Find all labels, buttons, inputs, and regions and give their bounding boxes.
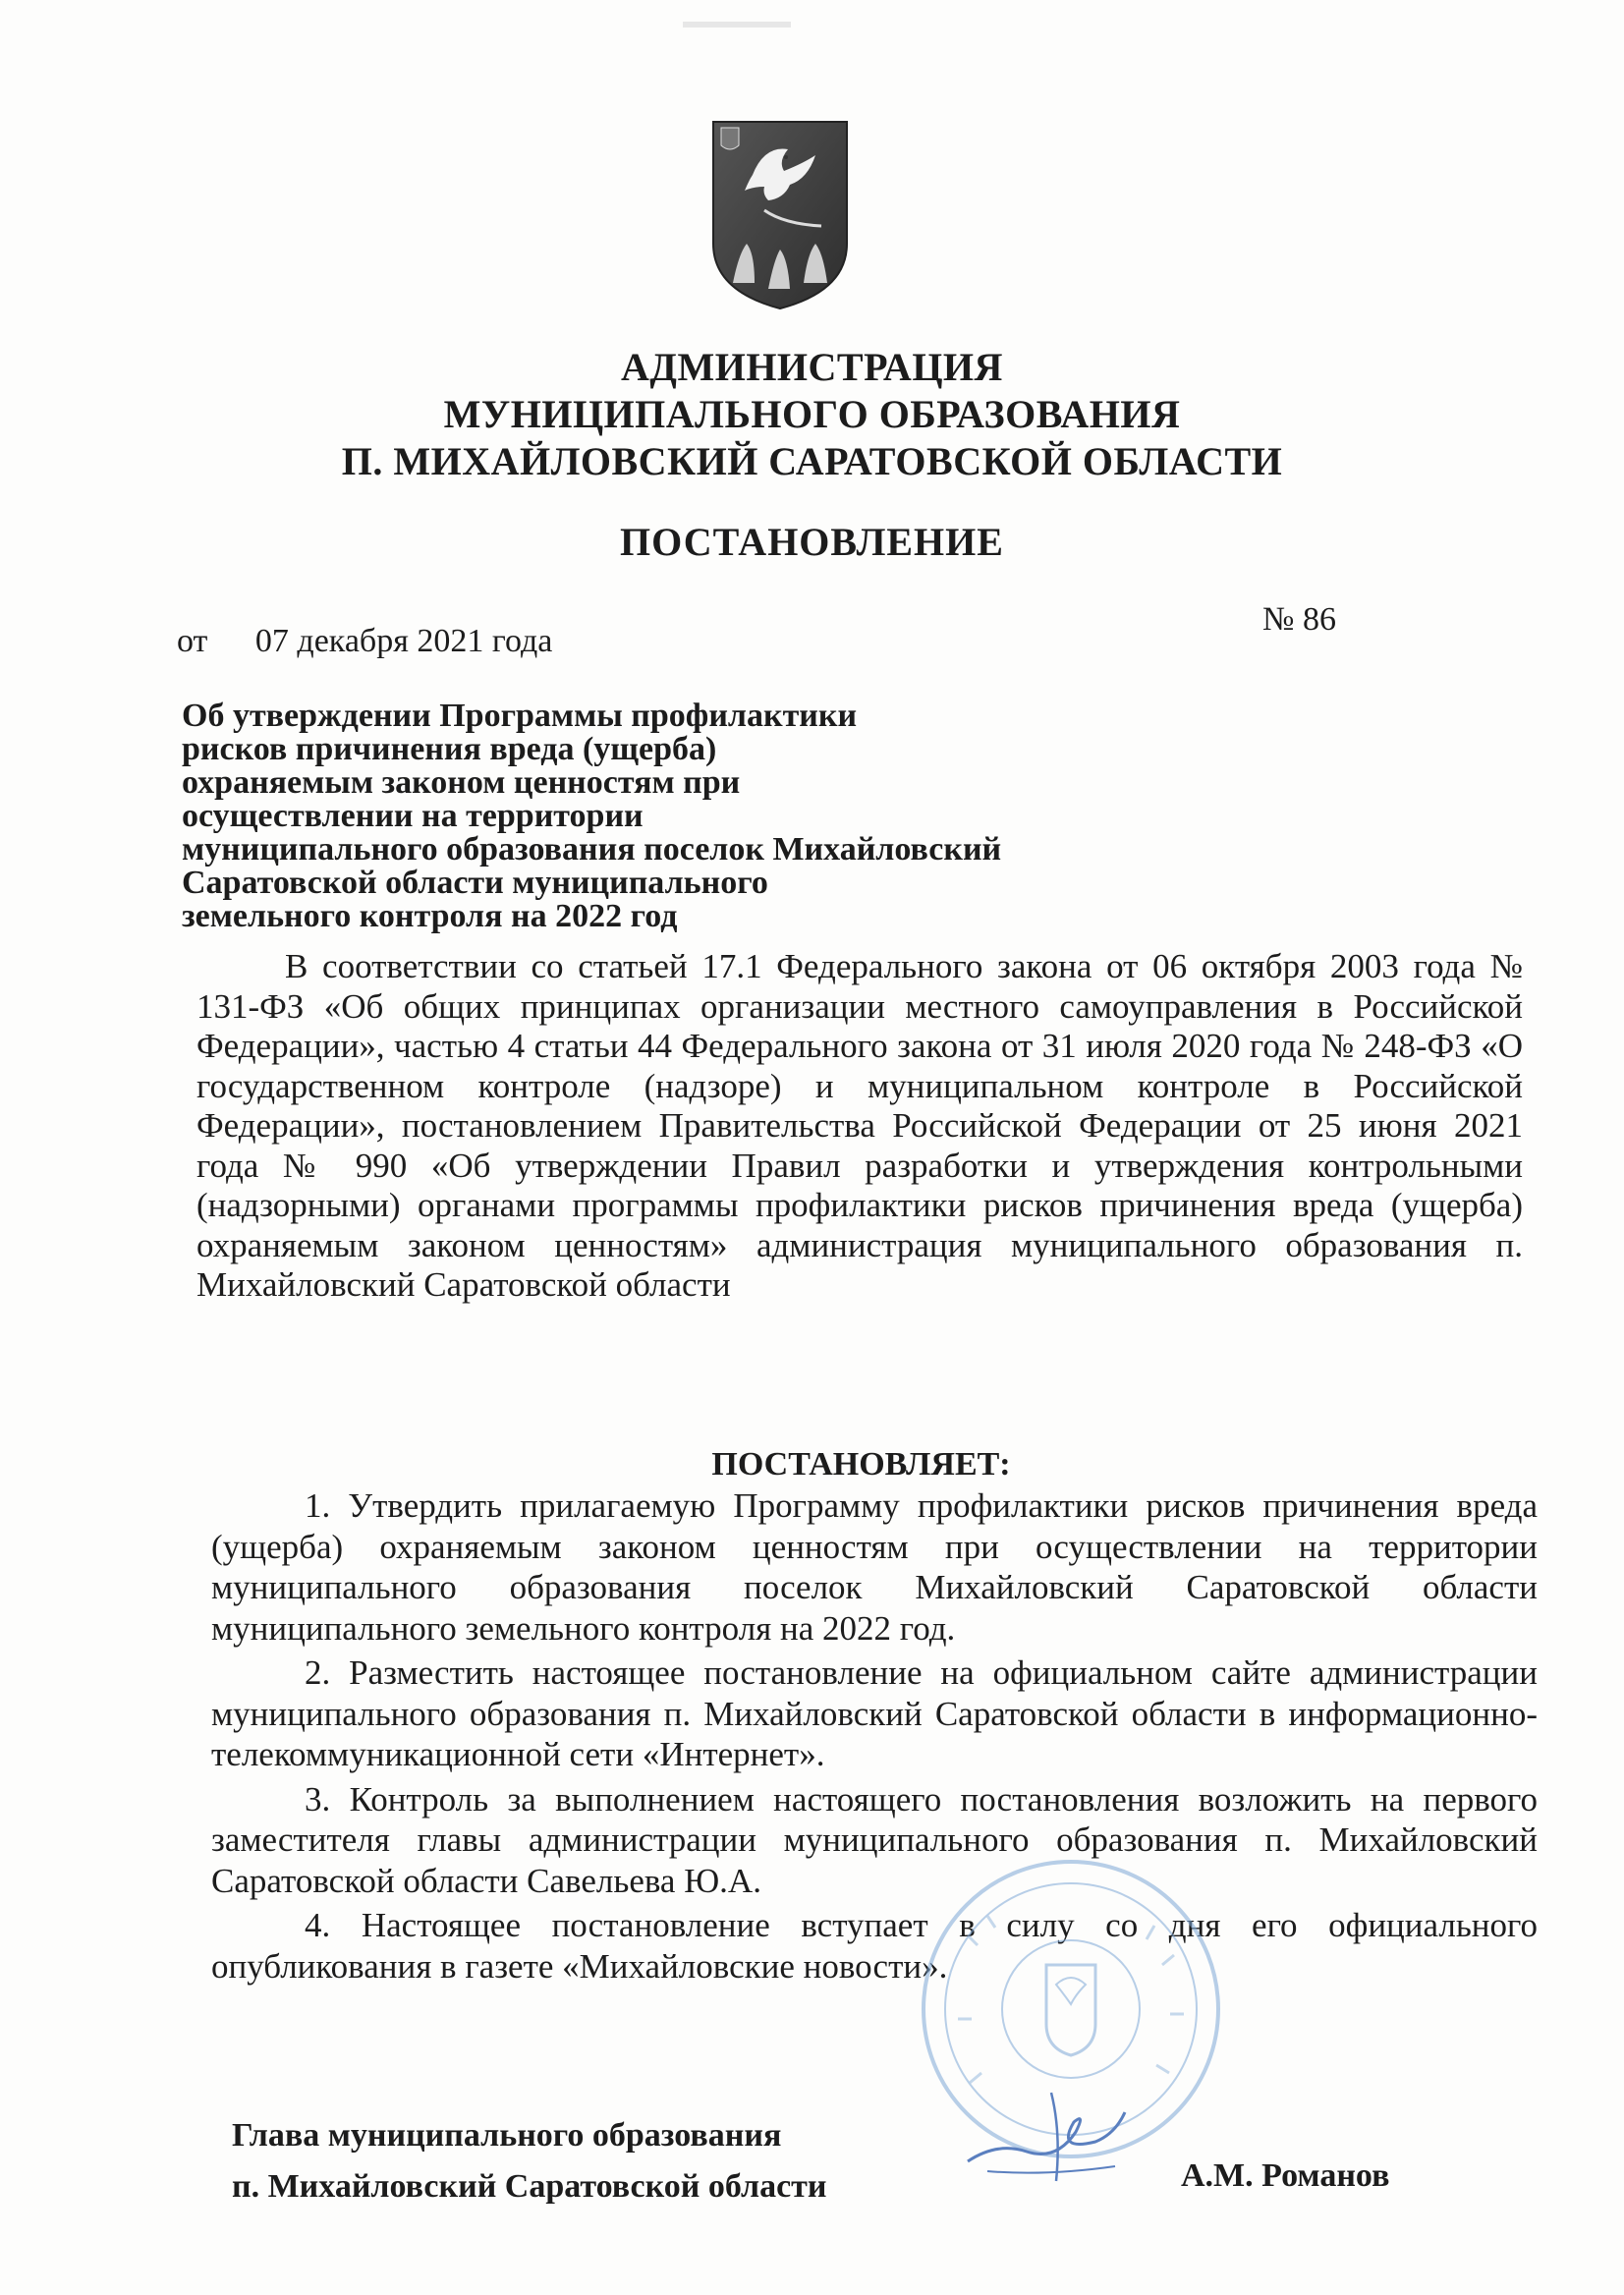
scan-mark (683, 16, 791, 35)
signer-position-line: Глава муниципального образования (232, 2117, 782, 2154)
title-line: муниципального образования поселок Михайловский (182, 831, 1002, 868)
coat-of-arms-icon (705, 116, 855, 312)
decree-item: 3. Контроль за выполнением настоящего постановления возложить на первого заместителя главы администрации муниципального образования п. Михайловский Саратовской области Савельева Ю.А. (211, 1779, 1538, 1900)
signer-position-line: п. Михайловский Саратовской области (232, 2168, 827, 2205)
title-line: рисков причинения вреда (ущерба) (182, 731, 717, 767)
header-line-2: МУНИЦИПАЛЬНОГО ОБРАЗОВАНИЯ (443, 392, 1181, 436)
preamble (196, 947, 1523, 1306)
date-value: 07 декабря 2021 года (254, 623, 553, 659)
decree-item: 1. Утвердить прилагаемую Программу профилактики рисков причинения вреда (ущерба) охраняемым законом ценностям при осуществлении на территории муниципального образования поселок Михайловский Саратовской области муниципального земельного контроля на 2022 год. (211, 1486, 1538, 1648)
preamble-text: В соответствии со статьей 17.1 Федерального закона от 06 октября 2003 года № 131-ФЗ «Об общих принципах организации местного самоуправления в Российской Федерации», частью 4 статьи 44 Федерального закона от 31 июля 2020 года № 248-ФЗ «О государственном контроле (надзоре) и муниципальном контроле в Российской Федерации», постановлением Правительства Российской Федерации от 25 июня 2021 года № 990 «Об утверждении Правил разработки и утверждения контрольными (надзорными) органами программы профилактики рисков причинения вреда (ущерба) охраняемым законом ценностям» администрация муниципального образования п. Михайловский Саратовской области (196, 947, 1523, 1304)
handwritten-signature (958, 2073, 1135, 2191)
document-number: № 86 (1262, 601, 1336, 638)
title-line: осуществлении на территории (182, 798, 644, 834)
title-line: Об утверждении Программы профилактики (182, 698, 858, 734)
decree-item: 4. Настоящее постановление вступает в силу со дня его официального опубликования в газете «Михайловские новости». (211, 1906, 1538, 1986)
signer-position (232, 2110, 826, 2212)
document-title (182, 700, 1262, 933)
title-line: охраняемым законом ценностям при (182, 764, 741, 801)
decree-items (211, 1485, 1538, 1990)
header-line-1: АДМИНИСТРАЦИЯ (621, 345, 1003, 389)
decree-word: ПОСТАНОВЛЯЕТ: (711, 1446, 1011, 1483)
title-line: Саратовской области муниципального (182, 865, 768, 901)
date-prefix: от (177, 623, 208, 659)
document-date (177, 623, 552, 660)
document-type: ПОСТАНОВЛЕНИЕ (620, 520, 1004, 564)
title-line: земельного контроля на 2022 год (182, 898, 678, 934)
decree-item: 2. Разместить настоящее постановление на официальном сайте администрации муниципального образования п. Михайловский Саратовской области в информационно-телекоммуникационной сети «Интернет». (211, 1653, 1538, 1773)
signer-name: А.М. Романов (1181, 2157, 1390, 2194)
header-line-3: П. МИХАЙЛОВСКИЙ САРАТОВСКОЙ ОБЛАСТИ (341, 439, 1283, 483)
